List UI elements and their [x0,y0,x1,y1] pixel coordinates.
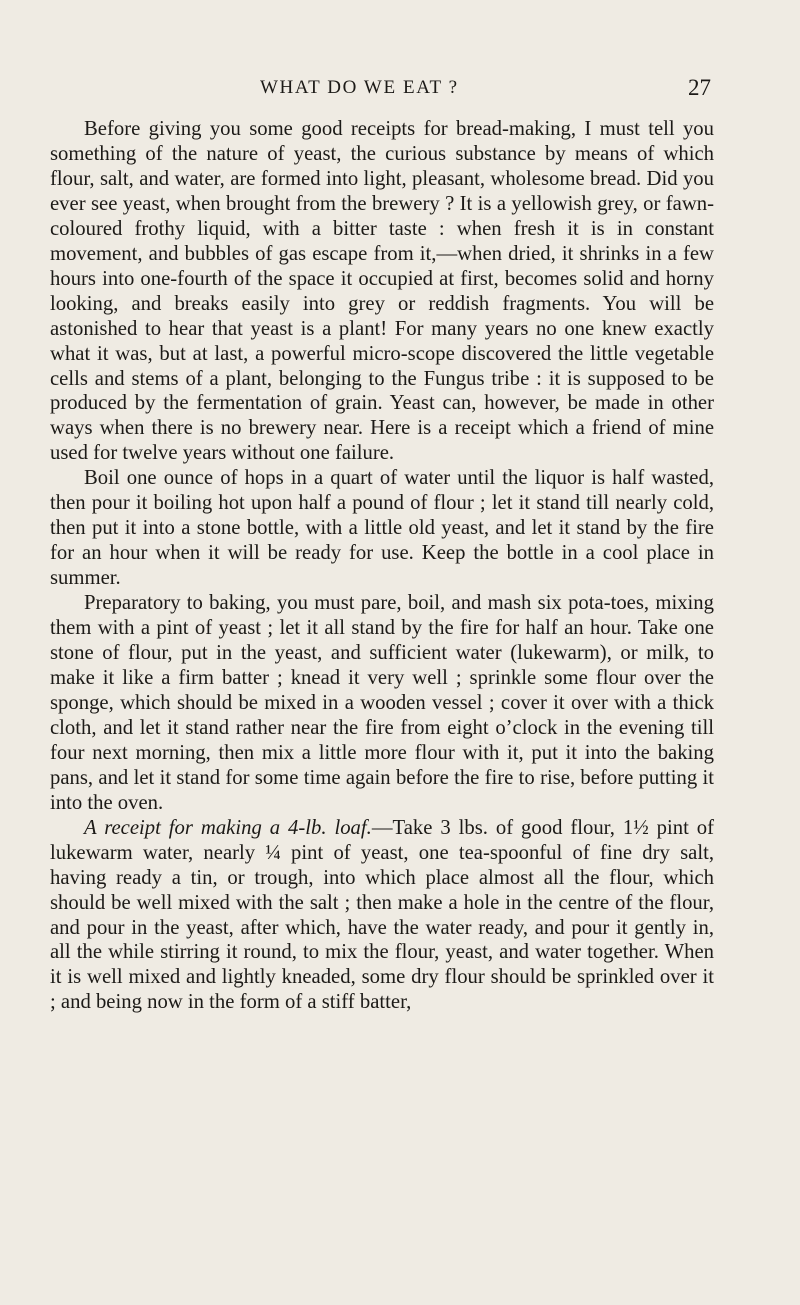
body-text [50,117,714,1015]
page-header [0,75,800,105]
page-number: 27 [688,75,711,100]
paragraph-yeast-nature: Before giving you some good receipts for bread-making, I must tell you something of the nature of yeast, the curious substance by means of which flour, salt, and water, are formed into light, pleasant, wholesome bread. Did you ever see yeast, when brought from the brewery ? It is a yellowish grey, or fawn-coloured frothy liquid, with a bitter taste : when fresh it is in constant movement, and bubbles of gas escape from it,—when dried, it shrinks in a few hours into one-fourth of the space it occupied at first, becomes solid and horny looking, and breaks easily into grey or reddish fragments. You will be astonished to hear that yeast is a plant! For many years no one knew exactly what it was, but at last, a powerful micro-scope discovered the little vegetable cells and stems of a plant, belonging to the Fungus tribe : it is supposed to be produced by the fermentation of grain. Yeast can, however, be made in other ways when there is no brewery near. Here is a receipt which a friend of mine used for twelve years without one failure. [50,118,714,465]
recipe-text: —Take 3 lbs. of good flour, 1½ pint of lukewarm water, nearly ¼ pint of yeast, one tea-spoonful of fine dry salt, having ready a tin, or trough, into which place almost all the flour, which should be well mixed with the salt ; then make a hole in the centre of the flour, and pour in the yeast, after which, have the water ready, and pour it gently in, all the while stirring it round, to mix the flour, yeast, and water together. When it is well mixed and lightly kneaded, some dry flour should be sprinkled over it ; and being now in the form of a stiff batter, [50,816,715,1014]
running-head: WHAT DO WE EAT ? [260,77,459,98]
paragraph-loaf-receipt [50,816,714,1016]
paragraph-preparatory-baking: Preparatory to baking, you must pare, boil, and mash six pota-toes, mixing them with a pint of yeast ; let it all stand by the fire for half an hour. Take one stone of flour, put in the yeast, and sufficient water (lukewarm), or milk, to make it like a firm batter ; knead it very well ; sprinkle some flour over the sponge, which should be mixed in a wooden vessel ; cover it over with a thick cloth, and let it stand rather near the fire from eight o’clock in the evening till four next morning, then mix a little more flour with it, put it into the baking pans, and let it stand for some time again before the fire to rise, before putting it into the oven. [50,592,714,814]
paragraph-hop-yeast-receipt: Boil one ounce of hops in a quart of water until the liquor is half wasted, then pour it boiling hot upon half a pound of flour ; let it stand till nearly cold, then put it into a stone bottle, with a little old yeast, and let it stand by the fire for an hour when it will be ready for use. Keep the bottle in a cool place in summer. [50,467,714,590]
recipe-title: A receipt for making a 4-lb. loaf. [84,816,372,839]
